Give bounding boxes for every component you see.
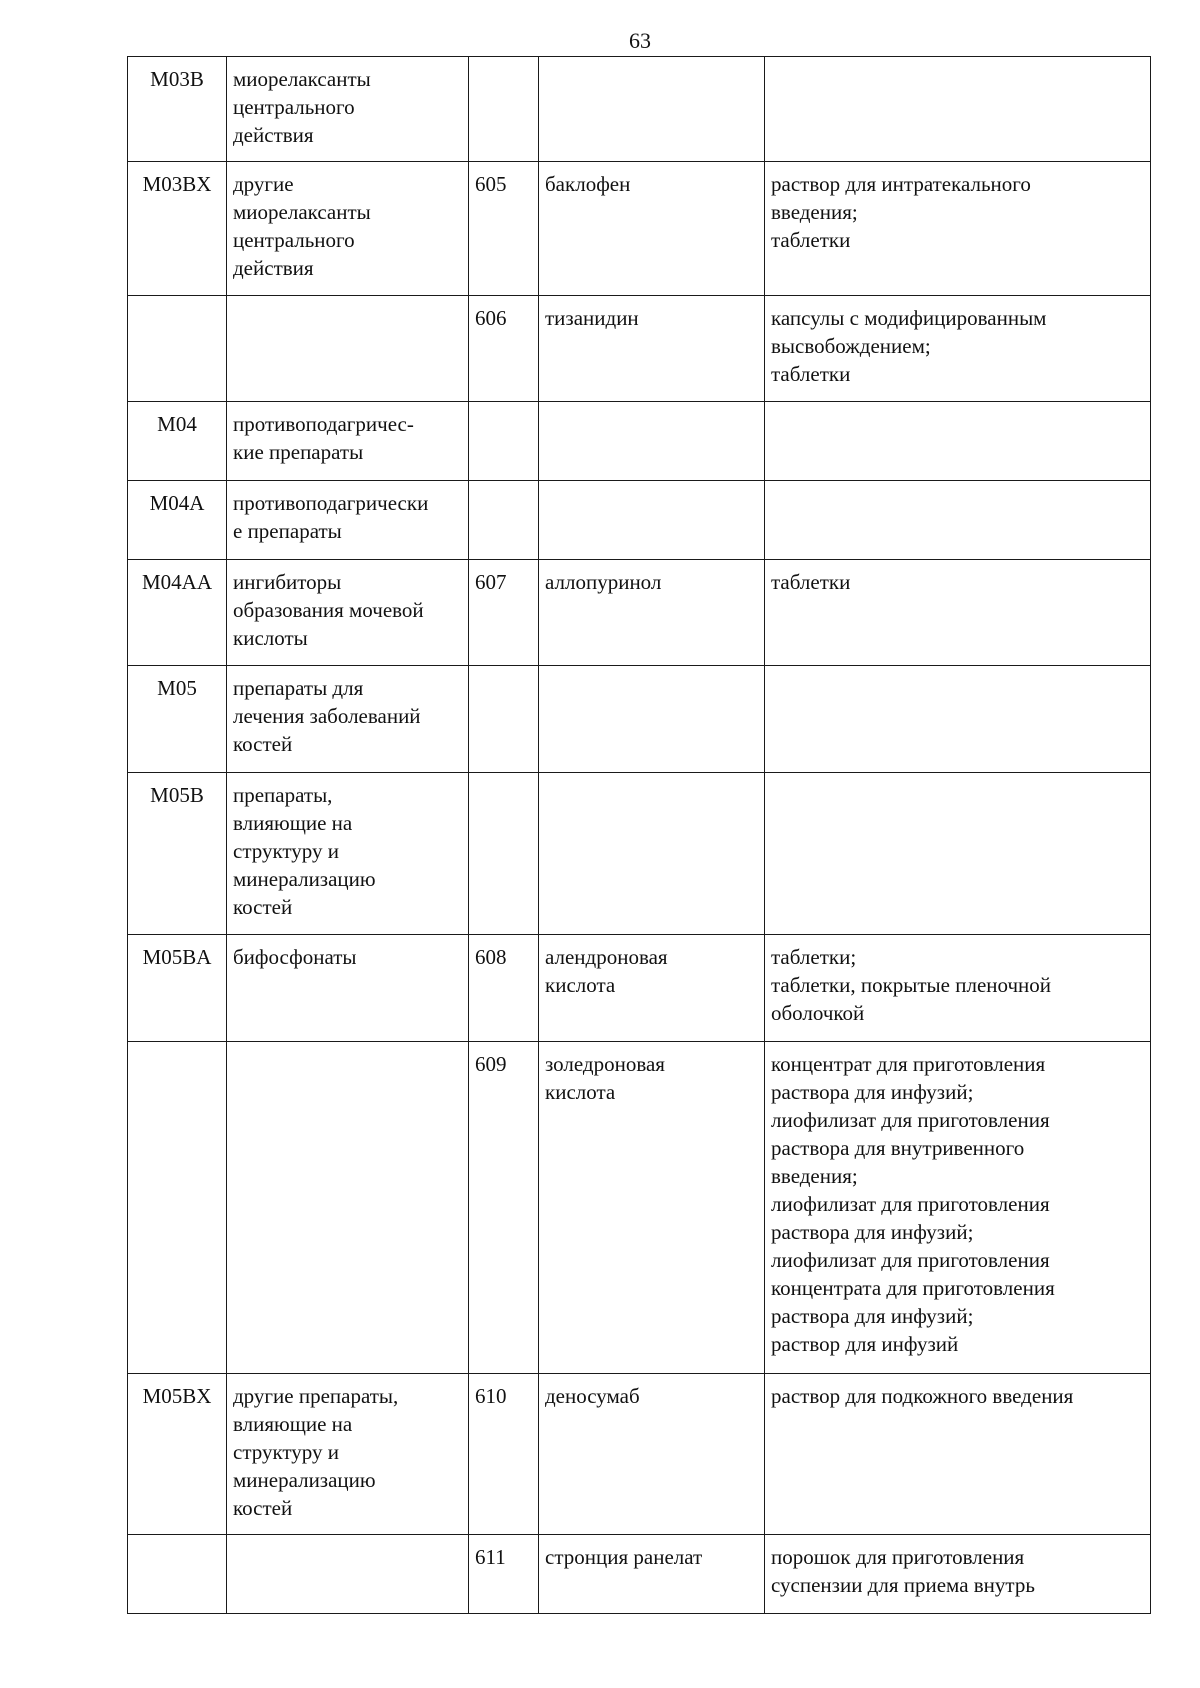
group-name-cell: препараты для лечения заболеваний костей [227,666,469,773]
table-row [128,935,1151,1042]
drug-name-cell [539,57,765,162]
dosage-form-cell: концентрат для приготовления раствора для инфузий; лиофилизат для приготовления раствора для внутривенного введения; лиофилизат для приготовления раствора для инфузий; лиофилизат для приготовления концентрата для приготовления раствора для инфузий; раствор для инфузий [765,1042,1151,1374]
drug-name-cell: аллопуринол [539,560,765,666]
drug-name-cell: алендроновая кислота [539,935,765,1042]
item-number-cell: 610 [469,1374,539,1535]
dosage-form-cell [765,57,1151,162]
table-row [128,57,1151,162]
atc-code-cell: M05B [128,773,227,935]
dosage-form-cell: раствор для интратекального введения; таблетки [765,162,1151,296]
item-number-cell [469,481,539,560]
dosage-form-cell: капсулы с модифицированным высвобождением; таблетки [765,296,1151,402]
group-name-cell: миорелаксанты центрального действия [227,57,469,162]
dosage-form-cell [765,481,1151,560]
drug-name-cell: тизанидин [539,296,765,402]
group-name-cell: противоподагрически е препараты [227,481,469,560]
page-number: 63 [629,28,651,53]
item-number-cell [469,57,539,162]
table-row [128,1042,1151,1374]
item-number-cell [469,666,539,773]
drug-name-cell [539,402,765,481]
dosage-form-cell: порошок для приготовления суспензии для приема внутрь [765,1535,1151,1614]
dosage-form-cell [765,666,1151,773]
atc-code-cell: M05 [128,666,227,773]
table-row [128,162,1151,296]
dosage-form-cell: раствор для подкожного введения [765,1374,1151,1535]
table-row [128,666,1151,773]
table-row [128,1374,1151,1535]
group-name-cell: противоподагричес- кие препараты [227,402,469,481]
group-name-cell: ингибиторы образования мочевой кислоты [227,560,469,666]
dosage-form-cell: таблетки; таблетки, покрытые пленочной оболочкой [765,935,1151,1042]
group-name-cell: препараты, влияющие на структуру и минерализацию костей [227,773,469,935]
atc-code-cell: M04 [128,402,227,481]
table-row [128,296,1151,402]
drug-name-cell: золедроновая кислота [539,1042,765,1374]
atc-code-cell: M03B [128,57,227,162]
atc-code-cell [128,1535,227,1614]
atc-code-cell: M03BX [128,162,227,296]
group-name-cell [227,296,469,402]
atc-code-cell: M04A [128,481,227,560]
dosage-form-cell [765,773,1151,935]
item-number-cell: 605 [469,162,539,296]
group-name-cell: бифосфонаты [227,935,469,1042]
table-row [128,1535,1151,1614]
item-number-cell: 607 [469,560,539,666]
group-name-cell [227,1042,469,1374]
item-number-cell [469,402,539,481]
drug-name-cell [539,481,765,560]
dosage-form-cell: таблетки [765,560,1151,666]
item-number-cell: 606 [469,296,539,402]
drug-name-cell [539,773,765,935]
drug-name-cell: деносумаб [539,1374,765,1535]
atc-code-cell: M05BX [128,1374,227,1535]
group-name-cell: другие препараты, влияющие на структуру и минерализацию костей [227,1374,469,1535]
group-name-cell: другие миорелаксанты центрального действия [227,162,469,296]
drug-name-cell [539,666,765,773]
table-row [128,481,1151,560]
item-number-cell: 611 [469,1535,539,1614]
item-number-cell [469,773,539,935]
dosage-form-cell [765,402,1151,481]
item-number-cell: 609 [469,1042,539,1374]
drug-name-cell: баклофен [539,162,765,296]
atc-code-cell [128,296,227,402]
table-row [128,773,1151,935]
atc-code-cell [128,1042,227,1374]
item-number-cell: 608 [469,935,539,1042]
drug-name-cell: стронция ранелат [539,1535,765,1614]
atc-code-cell: M05BA [128,935,227,1042]
drug-registry-table [127,56,1151,1614]
table-row [128,402,1151,481]
group-name-cell [227,1535,469,1614]
atc-code-cell: M04AA [128,560,227,666]
table-row [128,560,1151,666]
